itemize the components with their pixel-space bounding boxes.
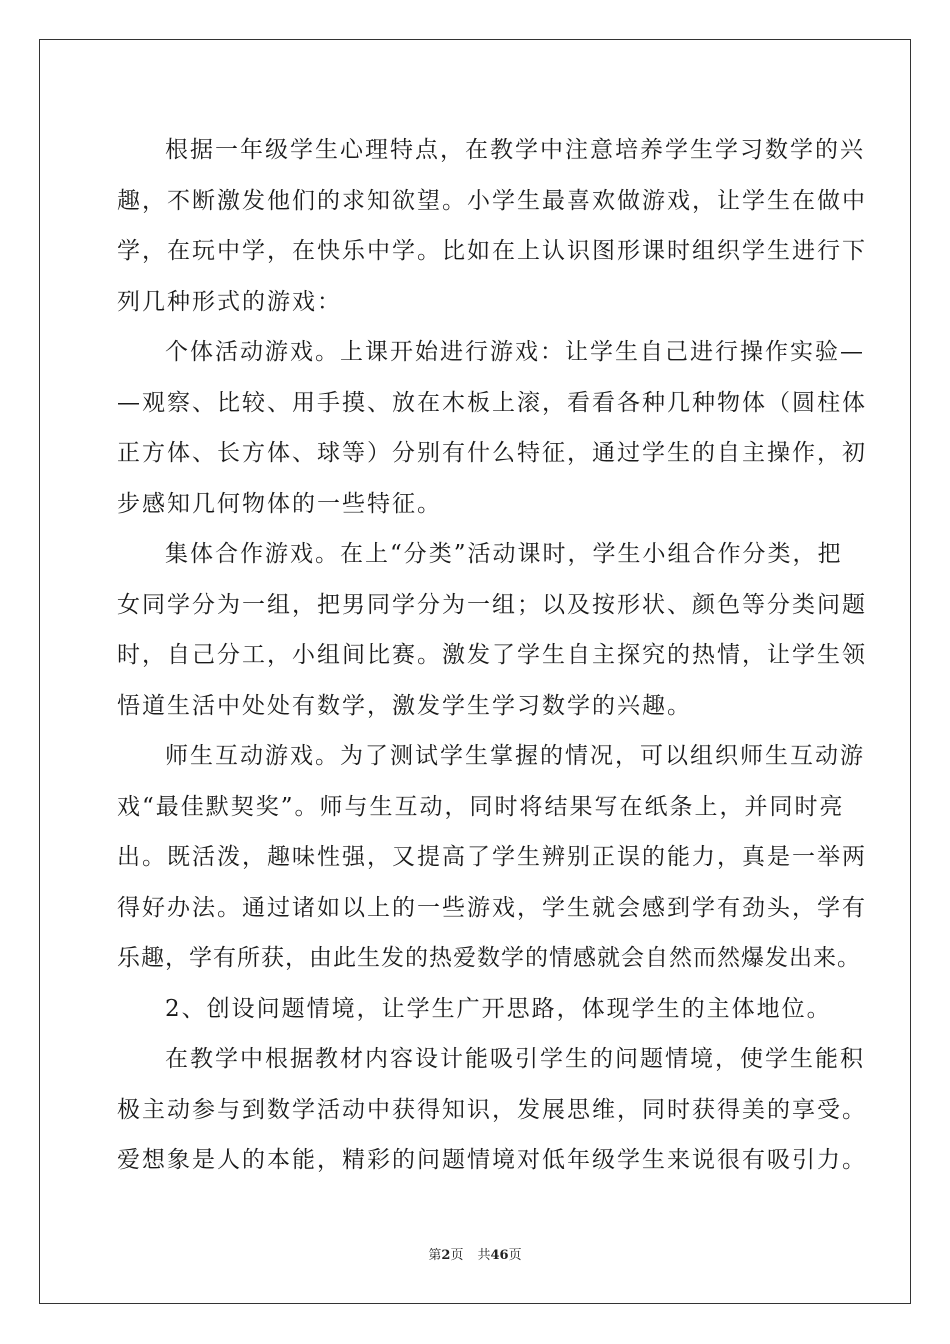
- text-line: 正方体、长方体、球等）分别有什么特征，通过学生的自主操作，初: [117, 440, 867, 466]
- text-line: 趣，不断激发他们的求知欲望。小学生最喜欢做游戏，让学生在做中: [117, 187, 867, 214]
- text-line: 个体活动游戏。上课开始进行游戏：让学生自己进行操作实验—: [165, 339, 865, 365]
- total-prefix: 共: [477, 1248, 491, 1263]
- text-line: 爱想象是人的本能，精彩的问题情境对低年级学生来说很有吸引力。: [117, 1147, 867, 1173]
- text-line: 根据一年级学生心理特点，在教学中注意培养学生学习数学的兴: [165, 137, 865, 163]
- text-line: 学，在玩中学，在快乐中学。比如在上认识图形课时组织学生进行下: [117, 238, 867, 264]
- text-line: 集体合作游戏。在上“分类”活动课时，学生小组合作分类，把: [165, 541, 843, 567]
- total-unit: 页: [508, 1248, 522, 1263]
- section-heading: 2、创设问题情境，让学生广开思路，体现学生的主体地位。: [165, 995, 832, 1022]
- document-body: [117, 125, 867, 1186]
- text-line: 列几种形式的游戏：: [117, 288, 342, 315]
- text-line: 女同学分为一组，把男同学分为一组；以及按形状、颜色等分类问题: [117, 591, 867, 618]
- text-line: 极主动参与到数学活动中获得知识，发展思维，同时获得美的享受。: [117, 1096, 867, 1123]
- text-line: 出。既活泼，趣味性强，又提高了学生辨别正误的能力，真是一举两: [117, 844, 867, 870]
- text-line: 在教学中根据教材内容设计能吸引学生的问题情境，使学生能积: [165, 1046, 865, 1072]
- text-line: 悟道生活中处处有数学，激发学生学习数学的兴趣。: [117, 692, 692, 719]
- text-line: —观察、比较、用手摸、放在木板上滚，看看各种几种物体（圆柱体: [117, 389, 867, 416]
- page-footer: [0, 1246, 950, 1266]
- text-line: 师生互动游戏。为了测试学生掌握的情况，可以组织师生互动游: [165, 743, 865, 769]
- text-line: 步感知几何物体的一些特征。: [117, 490, 442, 517]
- text-line: 得好办法。通过诸如以上的一些游戏，学生就会感到学有劲头，学有: [117, 894, 867, 921]
- page-number: 2: [441, 1248, 451, 1263]
- text-line: 时，自己分工，小组间比赛。激发了学生自主探究的热情，让学生领: [117, 642, 867, 668]
- text-line: 乐趣，学有所获，由此生发的热爱数学的情感就会自然而然爆发出来。: [117, 945, 861, 971]
- page-unit: 页: [450, 1248, 464, 1263]
- page-prefix: 第: [428, 1248, 442, 1263]
- page-total: 46: [490, 1248, 509, 1263]
- text-line: 戏“最佳默契奖”。师与生互动，同时将结果写在纸条上，并同时亮: [117, 793, 845, 820]
